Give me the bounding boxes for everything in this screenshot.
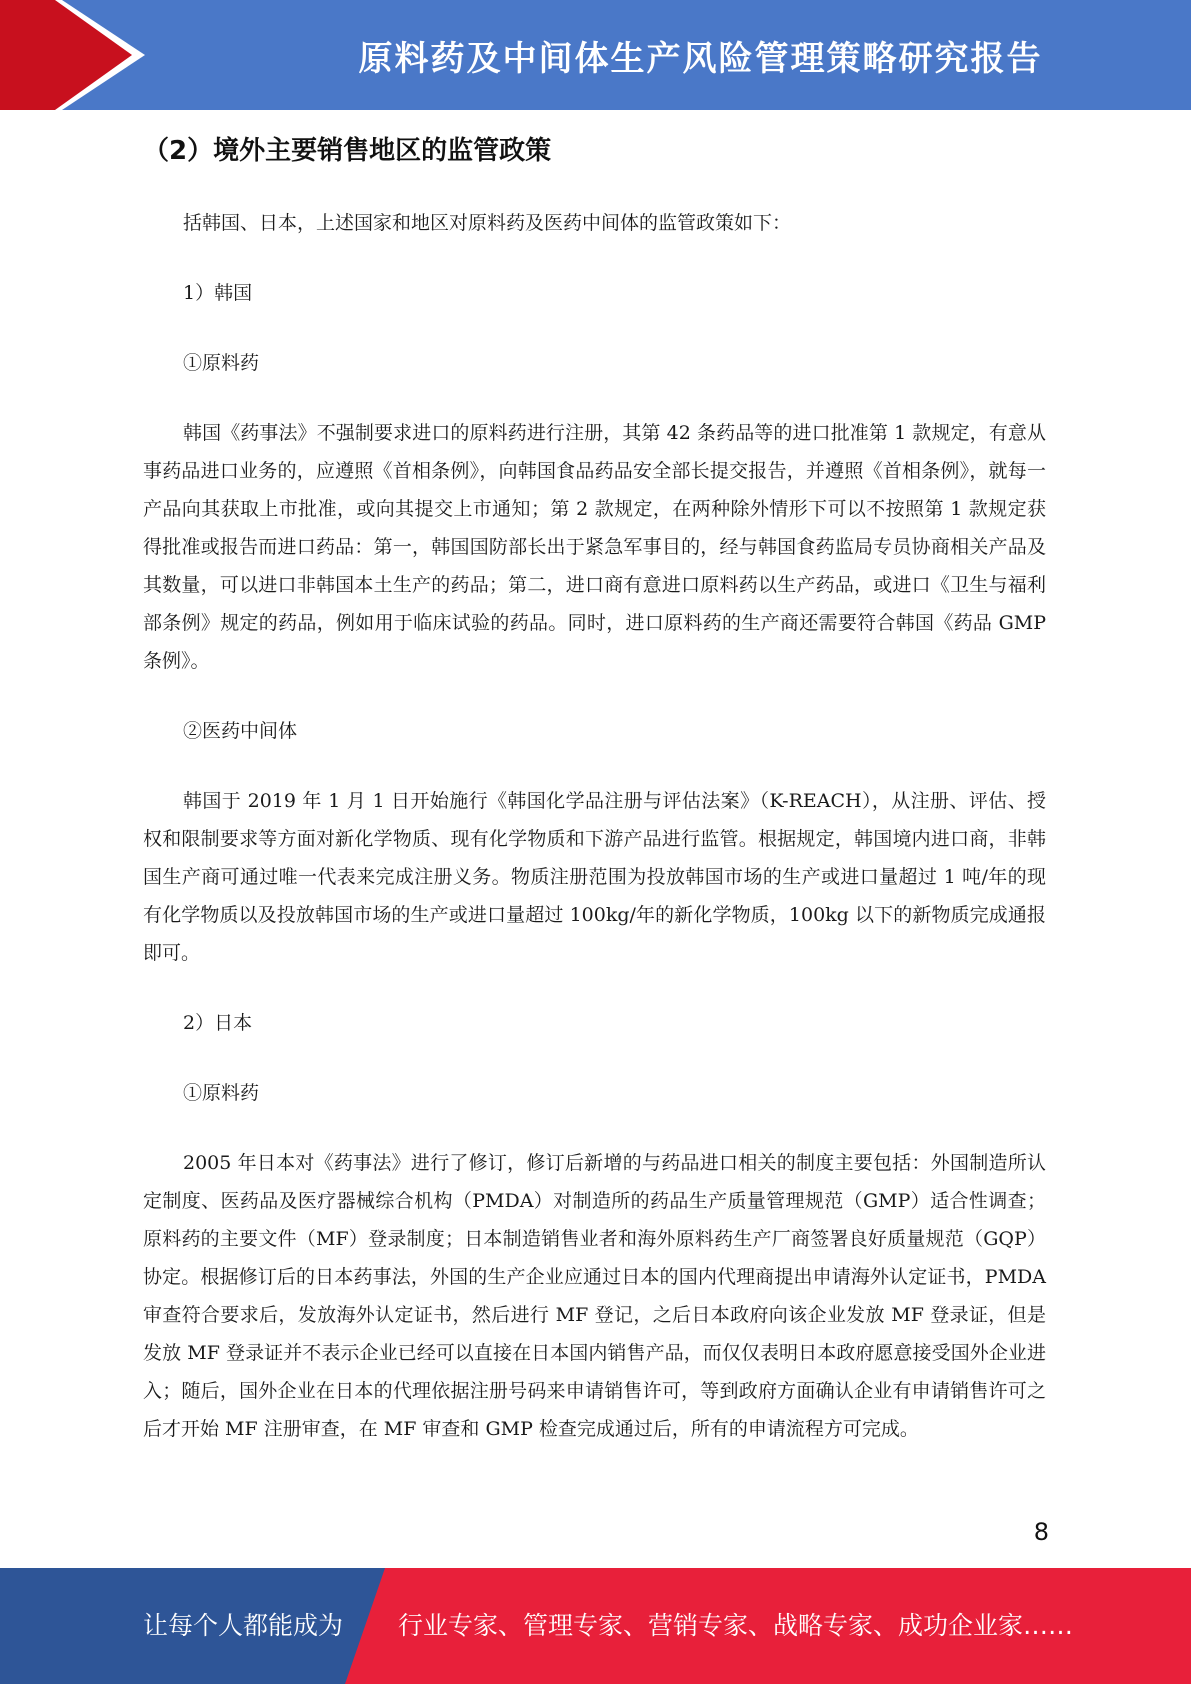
japan-heading: 2）日本 [183,1012,253,1034]
korea-api-paragraph: 韩国《药事法》不强制要求进口的原料药进行注册，其第 42 条药品等的进口批准第 1 款规定，有意从事药品进口业务的，应遵照《首相条例》，向韩国食品药品安全部长提交报告，并遵照《首相条例》，就每一产品向其获取上市批准，或向其提交上市通知；第 2 款规定，在两种除外情形下可以不按照第 1 款规定获得批准或报告而进口药品：第一，韩国国防部长出于紧急军事目的，经与韩国食药监局专员协商相关产品及其数量，可以进口非韩国本土生产的药品；第二，进口商有意进口原料药以生产药品，或进口《卫生与福利部条例》规定的药品，例如用于临床试验的药品。同时，进口原料药的生产商还需要符合韩国《药品 GMP 条例》。 [143,422,1046,672]
korea-intermediate-paragraph: 韩国于 2019 年 1 月 1 日开始施行《韩国化学品注册与评估法案》（K-REACH），从注册、评估、授权和限制要求等方面对新化学物质、现有化学物质和下游产品进行监管。根据规定，韩国境内进口商，非韩国生产商可通过唯一代表来完成注册义务。物质注册范围为投放韩国市场的生产或进口量超过 1 吨/年的现有化学物质以及投放韩国市场的生产或进口量超过 100kg/年的新化学物质，100kg 以下的新物质完成通报即可。 [143,790,1046,964]
korea-api-heading: ①原料药 [183,352,260,374]
intro-paragraph: 括韩国、日本，上述国家和地区对原料药及医药中间体的监管政策如下： [183,212,792,234]
page-content [143,128,1046,1448]
japan-api-heading: ①原料药 [183,1082,260,1104]
report-title: 原料药及中间体生产风险管理策略研究报告 [358,38,1043,79]
header-band [0,0,1191,110]
japan-api-paragraph: 2005 年日本对《药事法》进行了修订，修订后新增的与药品进口相关的制度主要包括：外国制造所认定制度、医药品及医疗器械综合机构（PMDA）对制造所的药品生产质量管理规范（GMP）适合性调查；原料药的主要文件（MF）登录制度；日本制造销售业者和海外原料药生产厂商签署良好质量规范（GQP）协定。根据修订后的日本药事法，外国的生产企业应通过日本的国内代理商提出申请海外认定证书，PMDA 审查符合要求后，发放海外认定证书，然后进行 MF 登记，之后日本政府向该企业发放 MF 登录证，但是发放 MF 登录证并不表示企业已经可以直接在日本国内销售产品，而仅仅表明日本政府愿意接受国外企业进入；随后，国外企业在日本的代理依据注册号码来申请销售许可，等到政府方面确认企业有申请销售许可之后才开始 MF 注册审查，在 MF 审查和 GMP 检查完成通过后，所有的申请流程方可完成。 [143,1152,1046,1440]
header-chevron-logo [0,0,160,110]
korea-heading: 1）韩国 [183,282,253,304]
korea-intermediate-heading: ②医药中间体 [183,720,298,742]
footer-band [0,1568,1191,1684]
page-number: 8 [1033,1518,1049,1546]
footer-slogan-right: 行业专家、管理专家、营销专家、战略专家、成功企业家…… [398,1611,1074,1640]
section-heading: （2）境外主要销售地区的监管政策 [143,136,552,166]
footer-slogan-left: 让每个人都能成为 [143,1611,344,1640]
